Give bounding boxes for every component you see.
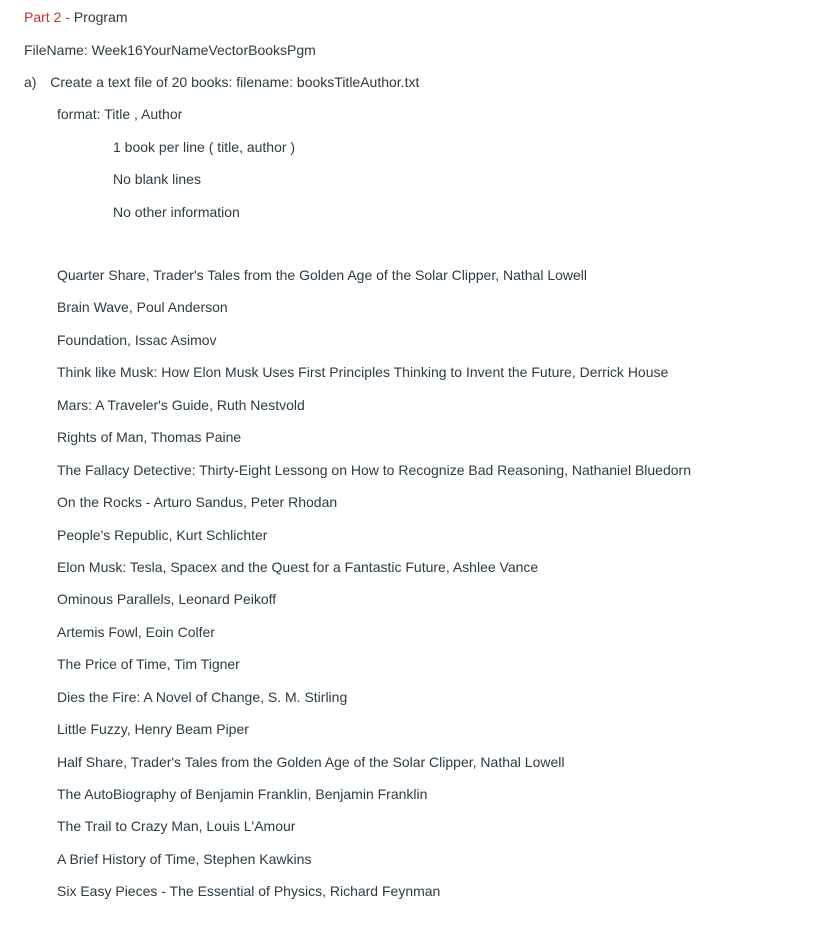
book-item: Little Fuzzy, Henry Beam Piper bbox=[57, 721, 249, 738]
format-line: format: Title , Author bbox=[57, 106, 183, 122]
filename-line: FileName: Week16YourNameVectorBooksPgm bbox=[24, 42, 316, 58]
book-item: Foundation, Issac Asimov bbox=[57, 331, 217, 348]
book-item: On the Rocks - Arturo Sandus, Peter Rhodan bbox=[57, 494, 338, 511]
book-item: The AutoBiography of Benjamin Franklin, Benjamin Franklin bbox=[57, 786, 428, 802]
book-list bbox=[57, 266, 691, 915]
book-item: The Fallacy Detective: Thirty-Eight Lessong on How to Recognize Bad Reasoning, Nathaniel Bluedorn bbox=[57, 461, 691, 478]
book-item: Half Share, Trader's Tales from the Golden Age of the Solar Clipper, Nathal Lowell bbox=[57, 753, 565, 770]
task-marker: a) bbox=[24, 74, 37, 90]
book-item: The Trail to Crazy Man, Louis L'Amour bbox=[57, 818, 296, 835]
part-title: Program bbox=[73, 9, 128, 25]
book-item: Ominous Parallels, Leonard Peikoff bbox=[57, 591, 277, 608]
book-item: A Brief History of Time, Stephen Kawkins bbox=[57, 850, 312, 867]
book-item: Mars: A Traveler's Guide, Ruth Nestvold bbox=[57, 396, 305, 413]
format-rule: 1 book per line ( title, author ) bbox=[113, 139, 296, 155]
book-item: Rights of Man, Thomas Paine bbox=[57, 429, 242, 446]
book-item: Six Easy Pieces - The Essential of Physics, Richard Feynman bbox=[57, 883, 441, 900]
book-item: Elon Musk: Tesla, Spacex and the Quest for a Fantastic Future, Ashlee Vance bbox=[57, 558, 539, 575]
part-heading bbox=[24, 8, 128, 26]
format-rule: No blank lines bbox=[113, 171, 201, 187]
book-item: Brain Wave, Poul Anderson bbox=[57, 299, 228, 316]
book-item: Quarter Share, Trader's Tales from the Golden Age of the Solar Clipper, Nathal Lowell bbox=[57, 267, 588, 283]
book-item: Artemis Fowl, Eoin Colfer bbox=[57, 623, 215, 640]
book-item: Think like Musk: How Elon Musk Uses First Principles Thinking to Invent the Future, Derrick House bbox=[57, 364, 669, 381]
format-rule: No other information bbox=[113, 204, 240, 220]
task-text: Create a text file of 20 books: filename: booksTitleAuthor.txt bbox=[50, 74, 420, 90]
book-item: Dies the Fire: A Novel of Change, S. M. Stirling bbox=[57, 688, 348, 705]
book-item: The Price of Time, Tim Tigner bbox=[57, 656, 240, 673]
task-line bbox=[24, 73, 419, 91]
part-separator: - bbox=[61, 9, 74, 25]
book-item: People's Republic, Kurt Schlichter bbox=[57, 526, 268, 543]
part-label: Part 2 bbox=[24, 9, 62, 25]
